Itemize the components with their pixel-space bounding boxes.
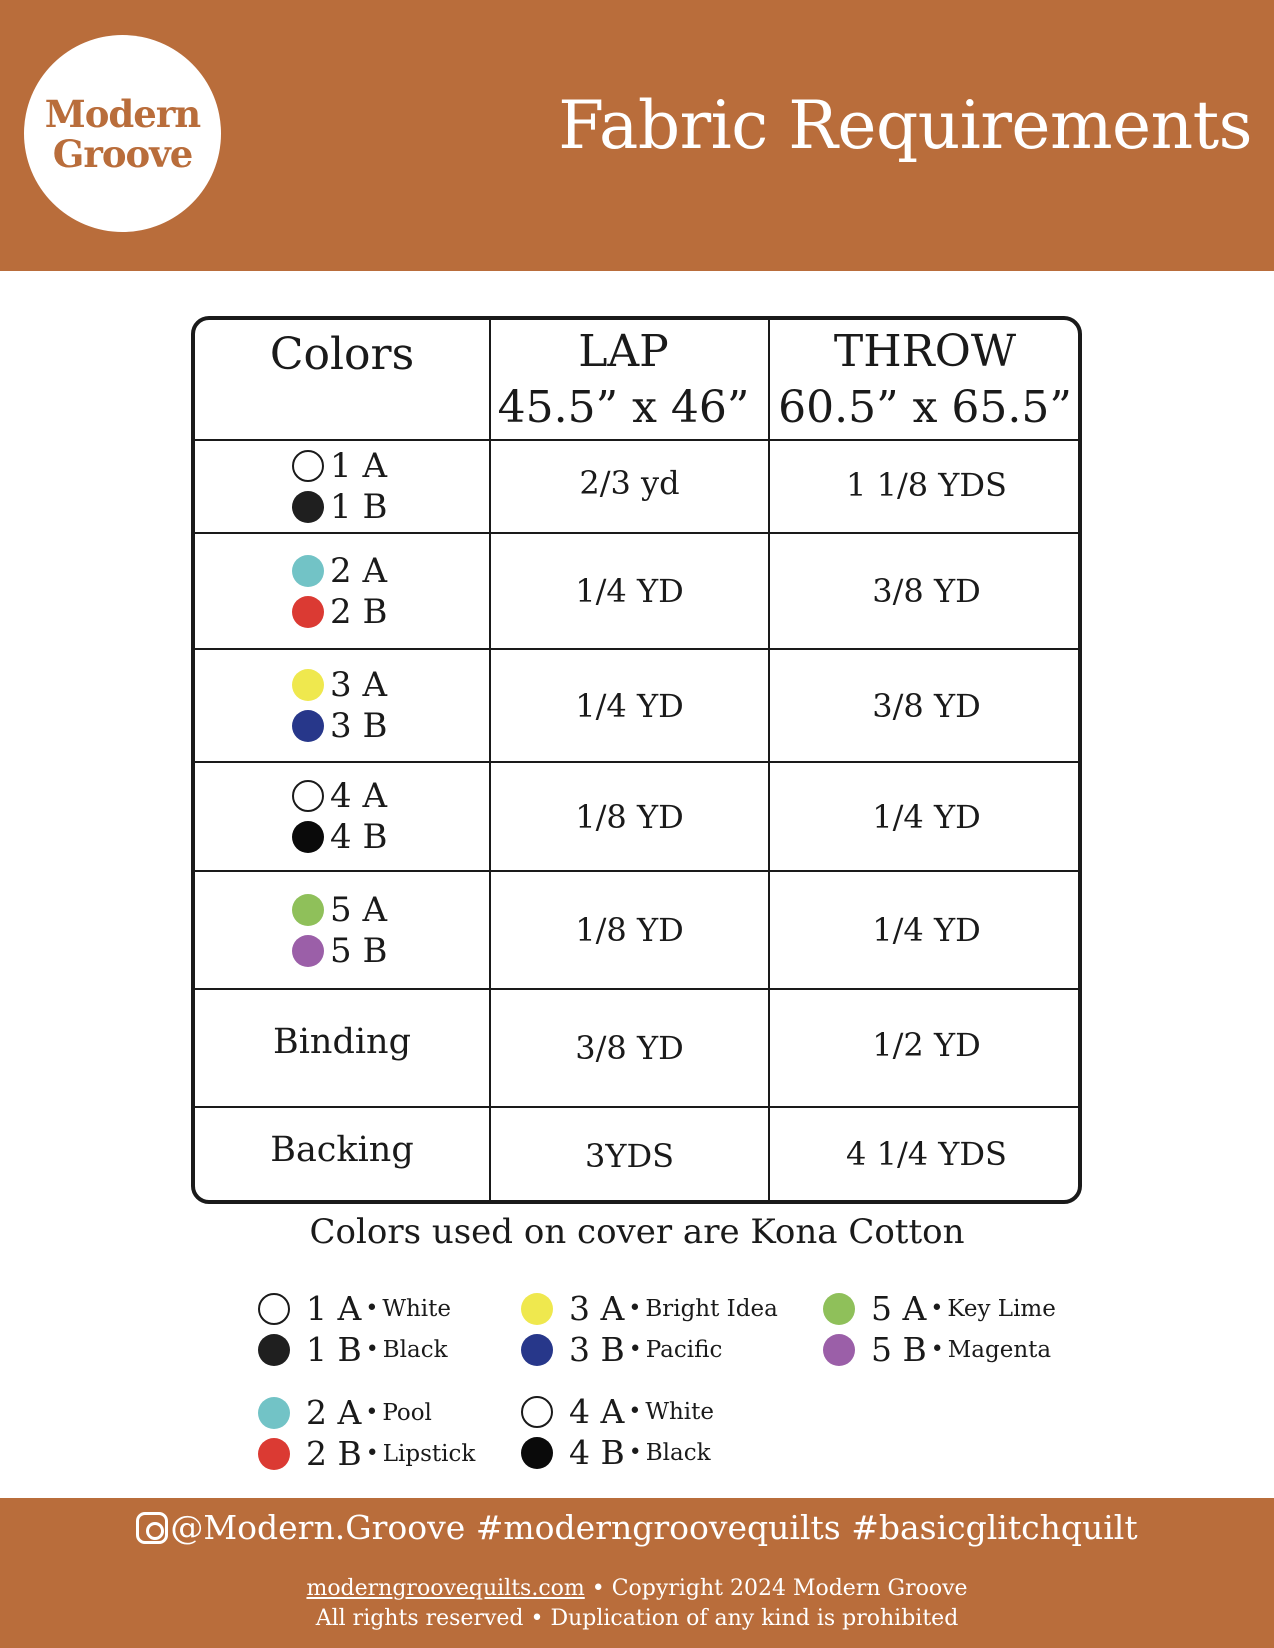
throw-amount: 1 1/8 YDS [846, 466, 1007, 504]
legend-color-name: White [645, 1398, 714, 1425]
instagram-icon[interactable] [136, 1512, 168, 1544]
logo-line-1: Modern [44, 91, 201, 136]
header-lap-label: LAP [578, 325, 669, 377]
color-code: 5 A [330, 889, 387, 930]
legend-separator: • [365, 1441, 379, 1466]
binding-label: Binding [272, 1022, 411, 1062]
color-code: 2 B [330, 591, 388, 632]
legend-separator: • [365, 1400, 379, 1425]
legend-color-name: Black [382, 1336, 448, 1363]
color-swatch-icon [521, 1334, 553, 1366]
color-pair-5 [195, 872, 489, 988]
rights-line: All rights reserved • Duplication of any kind is prohibited [315, 1606, 959, 1631]
color-swatch-icon [292, 710, 324, 742]
legend-separator: • [930, 1337, 944, 1362]
legend-group-5 [823, 1288, 1056, 1370]
legend-code: 3 A [569, 1289, 625, 1328]
legend-title: Colors used on cover are Kona Cotton [309, 1212, 965, 1252]
color-swatch-icon [292, 491, 324, 523]
legend-code: 5 A [871, 1289, 927, 1328]
backing-lap: 3YDS [584, 1137, 675, 1175]
legend-code: 2 A [306, 1393, 362, 1432]
copyright-text: • Copyright 2024 Modern Groove [584, 1576, 968, 1601]
color-swatch-icon [292, 935, 324, 967]
legend-color-name: Bright Idea [645, 1295, 778, 1322]
color-code: 3 B [330, 706, 388, 746]
color-pair-1 [195, 441, 489, 532]
color-code: 2 A [330, 550, 387, 591]
binding-lap: 3/8 YD [575, 1029, 684, 1067]
color-swatch-icon [258, 1397, 290, 1429]
logo-line-2: Groove [52, 131, 193, 176]
header-lap [479, 320, 768, 439]
color-swatch-icon [292, 450, 324, 482]
legend-code: 4 A [569, 1392, 625, 1431]
header-colors-label: Colors [269, 329, 415, 380]
legend-separator: • [930, 1296, 944, 1321]
throw-amount: 1/4 YD [872, 911, 981, 949]
color-swatch-icon [521, 1437, 553, 1469]
lap-amount: 1/8 YD [575, 797, 684, 836]
color-code: 1 A [330, 446, 387, 486]
color-swatch-icon [521, 1396, 553, 1428]
binding-throw: 1/2 YD [872, 1026, 981, 1064]
legend-group-4 [521, 1391, 714, 1473]
legend-code: 3 B [569, 1330, 625, 1369]
color-code: 4 A [330, 776, 387, 816]
backing-throw: 4 1/4 YDS [846, 1135, 1007, 1173]
legend-color-name: Black [645, 1439, 711, 1466]
lap-amount: 1/8 YD [575, 911, 684, 949]
color-swatch-icon [292, 596, 324, 628]
legend-group-1 [258, 1288, 451, 1370]
legend-separator: • [628, 1296, 642, 1321]
legend-color-name: White [382, 1295, 451, 1322]
color-swatch-icon [823, 1334, 855, 1366]
color-swatch-icon [521, 1293, 553, 1325]
legend-separator: • [628, 1399, 642, 1424]
fabric-requirements-table [191, 316, 1082, 1204]
lap-amount: 1/4 YD [575, 686, 684, 725]
header-lap-size: 45.5” x 46” [497, 381, 750, 433]
color-swatch-icon [258, 1293, 290, 1325]
throw-amount: 3/8 YD [872, 686, 981, 725]
color-swatch-icon [292, 669, 324, 701]
legend-color-name: Magenta [947, 1336, 1052, 1363]
legend-separator: • [628, 1440, 642, 1465]
page-title: Fabric Requirements [558, 87, 1252, 164]
legend-group-3 [521, 1288, 778, 1370]
legend-separator: • [365, 1337, 379, 1362]
color-pair-4 [195, 763, 489, 870]
legend-color-name: Lipstick [382, 1440, 476, 1467]
color-swatch-icon [292, 780, 324, 812]
color-swatch-icon [292, 894, 324, 926]
legend-separator: • [365, 1296, 379, 1321]
legend-group-2 [258, 1392, 475, 1474]
legend-separator: • [628, 1337, 642, 1362]
color-code: 1 B [330, 487, 388, 527]
header-colors [195, 320, 489, 390]
legend-color-name: Pool [382, 1399, 432, 1426]
legend-code: 1 B [306, 1330, 362, 1369]
color-swatch-icon [258, 1334, 290, 1366]
social-line [0, 1508, 1274, 1547]
backing-label: Backing [270, 1130, 414, 1170]
social-handles: @Modern.Groove #moderngroovequilts #basicglitchquilt [170, 1508, 1138, 1547]
legend-code: 2 B [306, 1434, 362, 1473]
footer-banner [0, 1498, 1274, 1648]
legend-code: 1 A [306, 1289, 362, 1328]
color-swatch-icon [292, 555, 324, 587]
throw-amount: 1/4 YD [872, 797, 981, 836]
color-pair-2 [195, 534, 489, 648]
header-throw-label: THROW [833, 325, 1017, 377]
color-code: 3 A [330, 665, 387, 705]
color-swatch-icon [292, 821, 324, 853]
website-link[interactable]: moderngroovequilts.com [306, 1576, 585, 1601]
color-code: 4 B [330, 817, 388, 857]
color-code: 5 B [330, 930, 388, 971]
throw-amount: 3/8 YD [872, 572, 981, 610]
legend-code: 5 B [871, 1330, 927, 1369]
lap-amount: 1/4 YD [575, 572, 684, 610]
modern-groove-logo [24, 35, 221, 232]
header-throw [767, 320, 1083, 439]
lap-amount: 2/3 yd [579, 464, 680, 502]
copyright-line [0, 1576, 1274, 1601]
header-throw-size: 60.5” x 65.5” [778, 381, 1072, 433]
legend-color-name: Pacific [645, 1336, 723, 1363]
legend-code: 4 B [569, 1433, 625, 1472]
legend-color-name: Key Lime [947, 1295, 1056, 1322]
color-swatch-icon [258, 1438, 290, 1470]
color-swatch-icon [823, 1293, 855, 1325]
color-pair-3 [195, 650, 489, 761]
header-banner [0, 0, 1274, 271]
